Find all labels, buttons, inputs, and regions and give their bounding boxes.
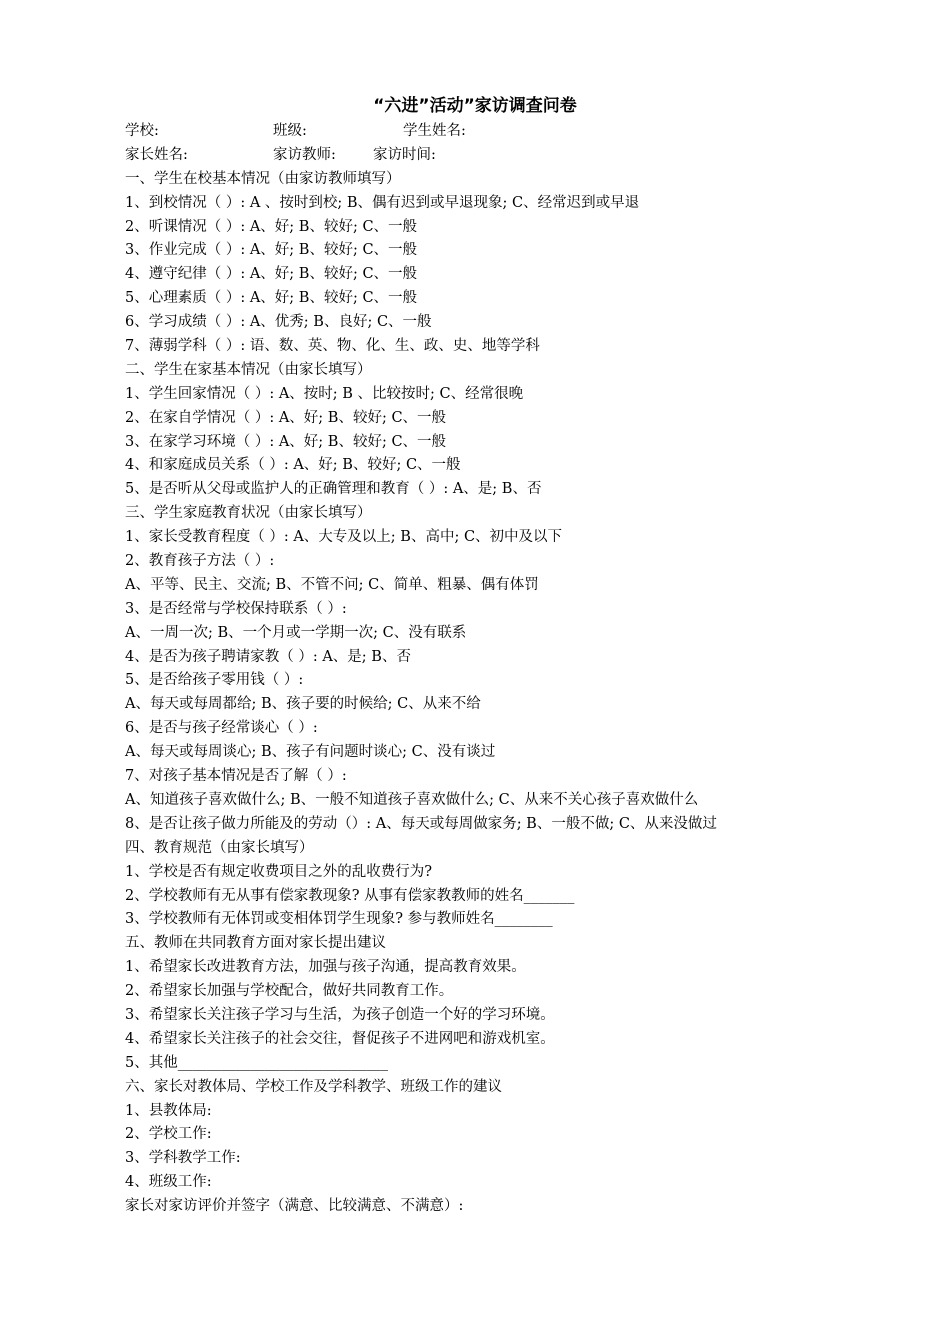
header-row-school-class xyxy=(125,120,885,144)
question-line: 2、教育孩子方法（ ）: xyxy=(125,553,275,570)
question-line: 2、听课情况（ ）: A、好; B、较好; C、一般 xyxy=(125,218,418,235)
question-line: 7、对孩子基本情况是否了解（ ）: xyxy=(125,768,347,785)
suggestion-line: 3、希望家长关注孩子学习与生活，为孩子创造一个好的学习环境。 xyxy=(125,1006,555,1023)
question-line: 6、学习成绩（ ）: A、优秀; B、良好; C、一般 xyxy=(125,314,432,331)
question-line: 6、是否与孩子经常谈心（ ）: xyxy=(125,720,318,737)
section-heading: 三、学生家庭教育状况（由家长填写） xyxy=(125,505,372,522)
question-line: 5、是否听从父母或监护人的正确管理和教育（ ）: A、是; B、否 xyxy=(125,481,542,498)
parent-name-label: 家长姓名: xyxy=(125,146,188,163)
school-label: 学校: xyxy=(125,123,159,139)
question-line: 3、学校教师有无体罚或变相体罚学生现象? 参与教师姓名________ xyxy=(125,911,553,928)
class-label: 班级: xyxy=(273,123,307,139)
answer-options-line: A、每天或每周谈心; B、孩子有问题时谈心; C、没有谈过 xyxy=(125,744,496,761)
visit-time-label: 家访时间: xyxy=(373,146,436,163)
answer-options-line: A、每天或每周都给; B、孩子要的时候给; C、从来不给 xyxy=(125,696,481,713)
feedback-line: 1、县教体局: xyxy=(125,1102,212,1119)
question-line: 7、薄弱学科（ ）: 语、数、英、物、化、生、政、史、地等学科 xyxy=(125,338,540,355)
visiting-teacher-label: 家访教师: xyxy=(273,146,336,163)
question-line: 2、在家自学情况（ ）: A、好; B、较好; C、一般 xyxy=(125,409,447,426)
question-line: 4、遵守纪律（ ）: A、好; B、较好; C、一般 xyxy=(125,266,418,283)
question-line: 2、学校教师有无从事有偿家教现象? 从事有偿家教教师的姓名_______ xyxy=(125,887,575,904)
question-line: 5、是否给孩子零用钱（ ）: xyxy=(125,672,304,689)
feedback-line: 2、学校工作: xyxy=(125,1126,212,1143)
suggestion-line: 4、希望家长关注孩子的社会交往，督促孩子不进网吧和游戏机室。 xyxy=(125,1030,555,1047)
question-line: 1、学生回家情况（ ）: A、按时; B 、比较按时; C、经常很晚 xyxy=(125,385,524,402)
student-name-label: 学生姓名: xyxy=(403,123,466,139)
question-line: 1、到校情况（ ）: A 、按时到校; B、偶有迟到或早退现象; C、经常迟到或早退 xyxy=(125,194,640,211)
section-heading: 一、学生在校基本情况（由家访教师填写） xyxy=(125,170,401,187)
suggestion-line: 1、希望家长改进教育方法，加强与孩子沟通，提高教育效果。 xyxy=(125,959,526,976)
question-line: 3、作业完成（ ）: A、好; B、较好; C、一般 xyxy=(125,242,418,259)
question-line: 3、是否经常与学校保持联系（ ）: xyxy=(125,600,347,617)
feedback-line: 4、班级工作: xyxy=(125,1174,212,1191)
answer-options-line: A、平等、民主、交流; B、不管不问; C、简单、粗暴、偶有体罚 xyxy=(125,576,539,593)
section-heading: 五、教师在共同教育方面对家长提出建议 xyxy=(125,935,386,952)
question-line: 1、家长受教育程度（ ）: A、大专及以上; B、高中; C、初中及以下 xyxy=(125,529,563,546)
questionnaire-body xyxy=(125,120,885,1219)
section-heading: 二、学生在家基本情况（由家长填写） xyxy=(125,361,372,378)
section-heading: 六、家长对教体局、学校工作及学科教学、班级工作的建议 xyxy=(125,1078,502,1095)
question-line: 4、和家庭成员关系（ ）: A、好; B、较好; C、一般 xyxy=(125,457,461,474)
header-row-parent-teacher xyxy=(125,144,885,168)
answer-options-line: A、知道孩子喜欢做什么; B、一般不知道孩子喜欢做什么; C、从来不关心孩子喜欢做什么 xyxy=(125,791,699,808)
feedback-line: 3、学科教学工作: xyxy=(125,1150,241,1167)
question-line: 4、是否为孩子聘请家教（ ）: A、是; B、否 xyxy=(125,648,411,665)
suggestion-line: 2、希望家长加强与学校配合，做好共同教育工作。 xyxy=(125,983,454,1000)
question-line: 1、学校是否有规定收费项目之外的乱收费行为? xyxy=(125,863,432,880)
question-line: 5、心理素质（ ）: A、好; B、较好; C、一般 xyxy=(125,290,418,307)
suggestion-line: 5、其他_____________________________ xyxy=(125,1054,388,1071)
parent-signature-line: 家长对家访评价并签字（满意、比较满意、不满意）: xyxy=(125,1198,464,1215)
answer-options-line: A、一周一次; B、一个月或一学期一次; C、没有联系 xyxy=(125,624,467,641)
document-title: “六进”活动”家访调查问卷 xyxy=(373,96,577,116)
question-line: 8、是否让孩子做力所能及的劳动（）: A、每天或每周做家务; B、一般不做; C、从来没做过 xyxy=(125,815,717,832)
section-heading: 四、教育规范（由家长填写） xyxy=(125,839,314,856)
question-line: 3、在家学习环境（ ）: A、好; B、较好; C、一般 xyxy=(125,433,447,450)
